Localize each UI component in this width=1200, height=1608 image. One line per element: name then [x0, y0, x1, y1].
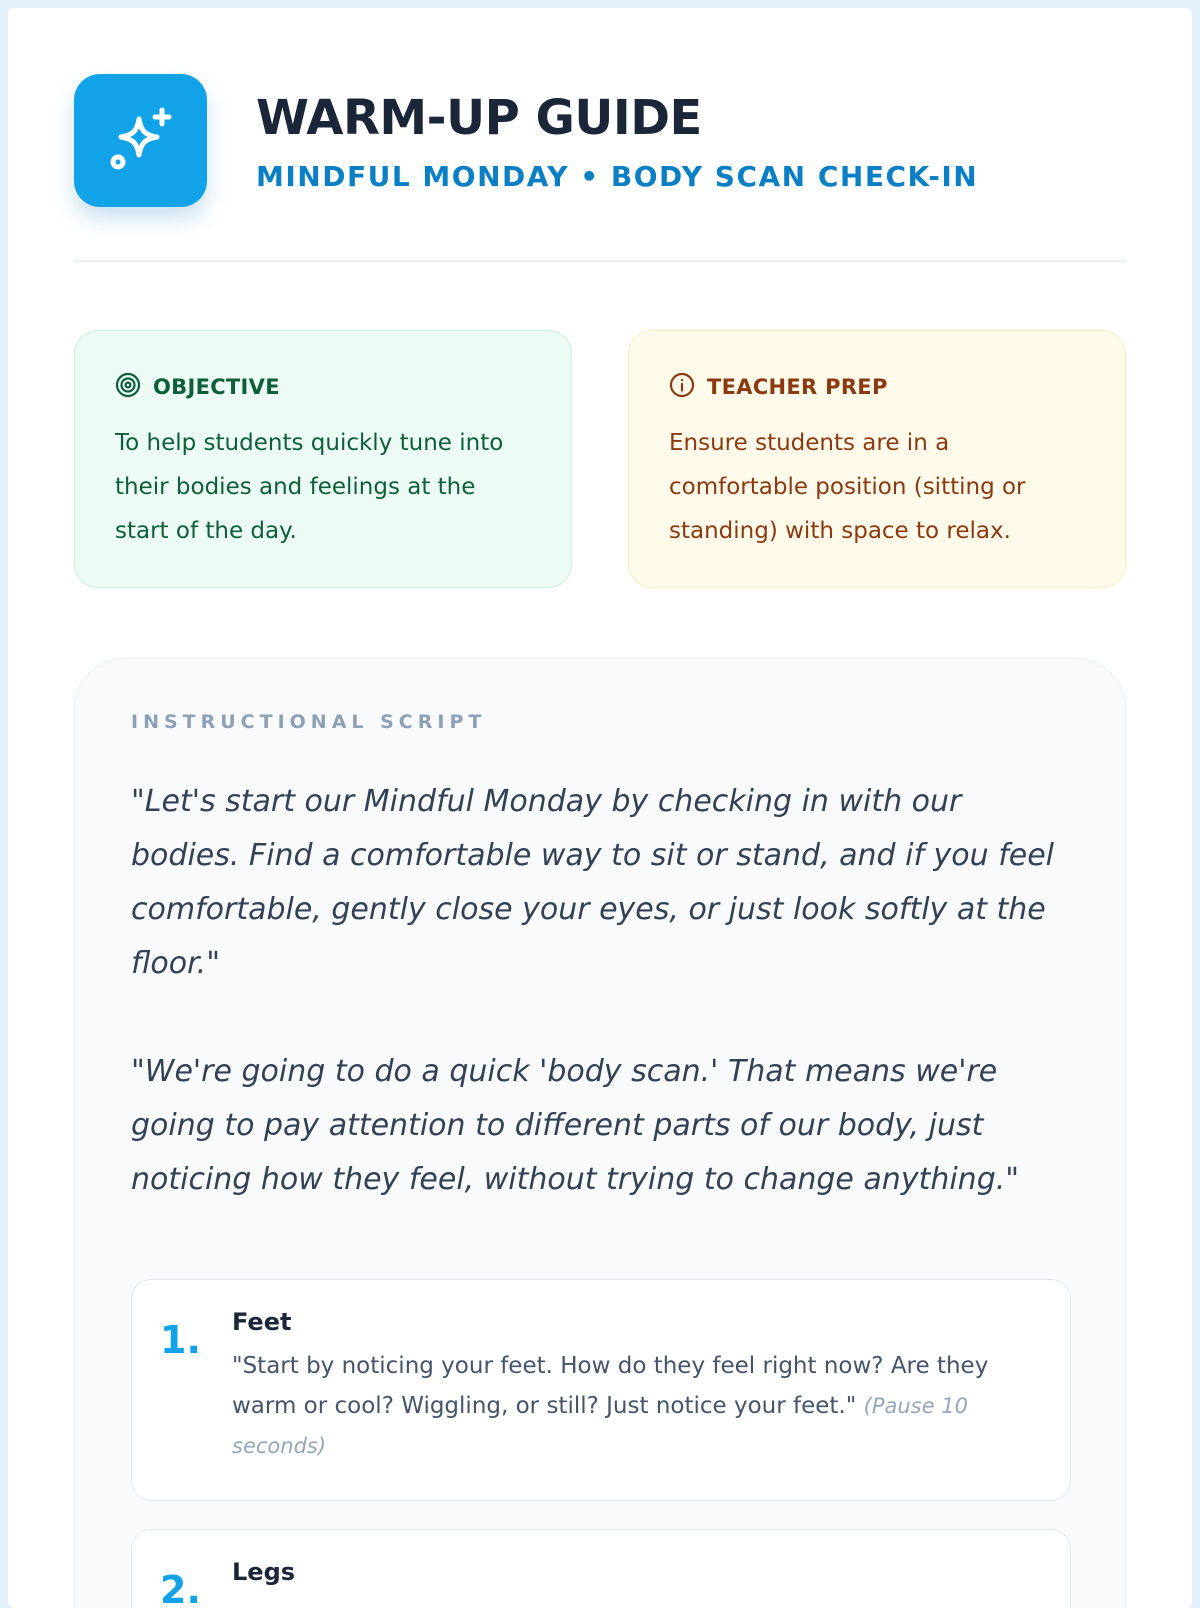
- step-item: [131, 1279, 1071, 1501]
- step-title: Feet: [232, 1308, 292, 1336]
- guide-card: [8, 8, 1192, 1608]
- target-icon: [115, 372, 141, 402]
- objective-card: [74, 330, 572, 588]
- objective-label: OBJECTIVE: [153, 375, 280, 399]
- script-paragraph: "Let's start our Mindful Monday by checking in with our bodies. Find a comfortable way to sit or stand, and if you feel comfortable, gently close your eyes, or just look softly at the floor.": [131, 784, 1055, 981]
- teacher-prep-label: TEACHER PREP: [707, 375, 888, 399]
- page-title: WARM-UP GUIDE: [256, 90, 702, 146]
- step-text: [232, 1346, 1030, 1466]
- page-subtitle: MINDFUL MONDAY • BODY SCAN CHECK-IN: [256, 160, 979, 193]
- sparkles-icon: [74, 74, 207, 207]
- step-item: [131, 1529, 1071, 1608]
- teacher-prep-card: [628, 330, 1126, 588]
- script-panel: [74, 658, 1126, 1608]
- script-paragraph: "We're going to do a quick 'body scan.' That means we're going to pay attention to different parts of our body, just noticing how they feel, without trying to change anything.": [131, 1054, 1020, 1197]
- teacher-prep-text: Ensure students are in a comfortable position (sitting or standing) with space to relax.: [669, 430, 1026, 544]
- script-label: INSTRUCTIONAL SCRIPT: [131, 711, 487, 733]
- step-instruction: "Start by noticing your feet. How do they feel right now? Are they warm or cool? Wiggling, or still? Just notice your feet.": [232, 1353, 989, 1419]
- step-number: 2.: [160, 1568, 201, 1608]
- header: [74, 74, 1126, 274]
- info-icon: [669, 372, 695, 402]
- header-divider: [74, 260, 1126, 262]
- step-title: Legs: [232, 1558, 296, 1586]
- objective-text: To help students quickly tune into their bodies and feelings at the start of the day.: [115, 430, 504, 544]
- step-number: 1.: [160, 1318, 201, 1362]
- step-pause: (Pause 10 seconds): [232, 1394, 968, 1458]
